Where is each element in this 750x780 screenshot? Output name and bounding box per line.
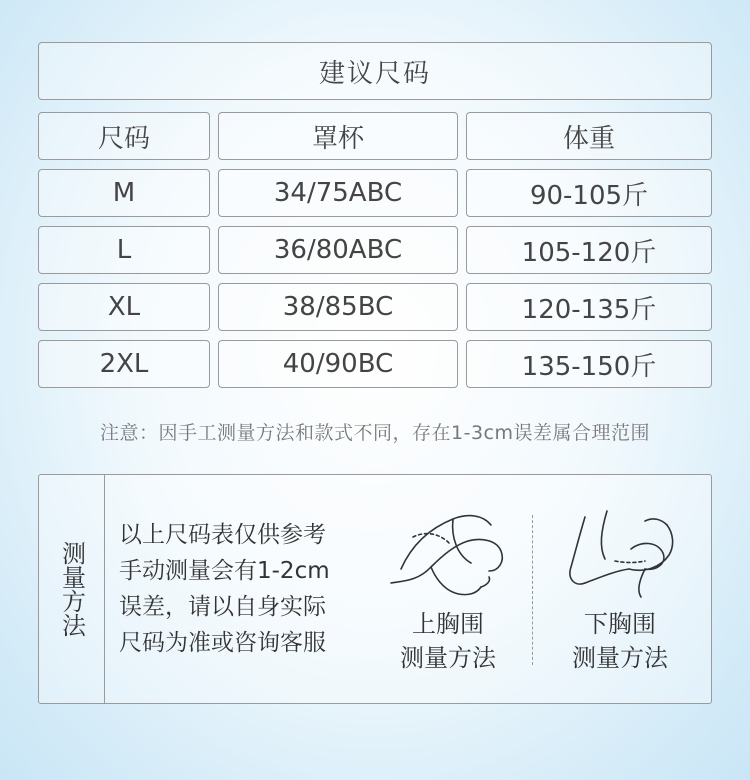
upper-bust-label xyxy=(373,607,523,675)
table-cell-cup: 34/75ABC xyxy=(218,169,458,217)
method-text-line: 尺码为准或咨询客服 xyxy=(119,630,326,656)
figure-divider xyxy=(532,515,533,665)
table-cell-cup: 40/90BC xyxy=(218,340,458,388)
upper-bust-title: 上胸围 xyxy=(412,610,484,638)
lower-bust-measure-icon xyxy=(545,497,695,607)
method-text-line: 手动测量会有1-2cm xyxy=(119,558,330,584)
size-chart-title: 建议尺码 xyxy=(38,42,712,100)
table-cell-weight: 135-150斤 xyxy=(466,340,712,388)
table-cell-weight: 90-105斤 xyxy=(466,169,712,217)
table-cell-cup: 36/80ABC xyxy=(218,226,458,274)
measurement-note: 注意：因手工测量方法和款式不同，存在1-3cm误差属合理范围 xyxy=(100,422,650,444)
method-text-line: 以上尺码表仅供参考 xyxy=(119,522,326,548)
table-cell-size: M xyxy=(38,169,210,217)
table-cell-weight: 105-120斤 xyxy=(466,226,712,274)
table-cell-weight: 120-135斤 xyxy=(466,283,712,331)
table-cell-size: XL xyxy=(38,283,210,331)
lower-bust-title: 下胸围 xyxy=(584,610,656,638)
table-cell-size: 2XL xyxy=(38,340,210,388)
method-side-label: 测量方法 xyxy=(57,541,86,637)
method-text-line: 误差，请以自身实际 xyxy=(119,594,326,620)
lower-bust-subtitle: 测量方法 xyxy=(572,644,668,672)
upper-bust-subtitle: 测量方法 xyxy=(400,644,496,672)
lower-bust-figure xyxy=(545,497,695,682)
header-weight: 体重 xyxy=(466,112,712,160)
header-cup: 罩杯 xyxy=(218,112,458,160)
method-side-label-cell xyxy=(39,475,105,703)
method-description xyxy=(119,517,369,661)
lower-bust-label xyxy=(545,607,695,675)
measurement-method-panel xyxy=(38,474,712,704)
upper-bust-figure xyxy=(373,497,523,682)
table-cell-size: L xyxy=(38,226,210,274)
table-cell-cup: 38/85BC xyxy=(218,283,458,331)
upper-bust-measure-icon xyxy=(373,497,523,607)
header-size: 尺码 xyxy=(38,112,210,160)
